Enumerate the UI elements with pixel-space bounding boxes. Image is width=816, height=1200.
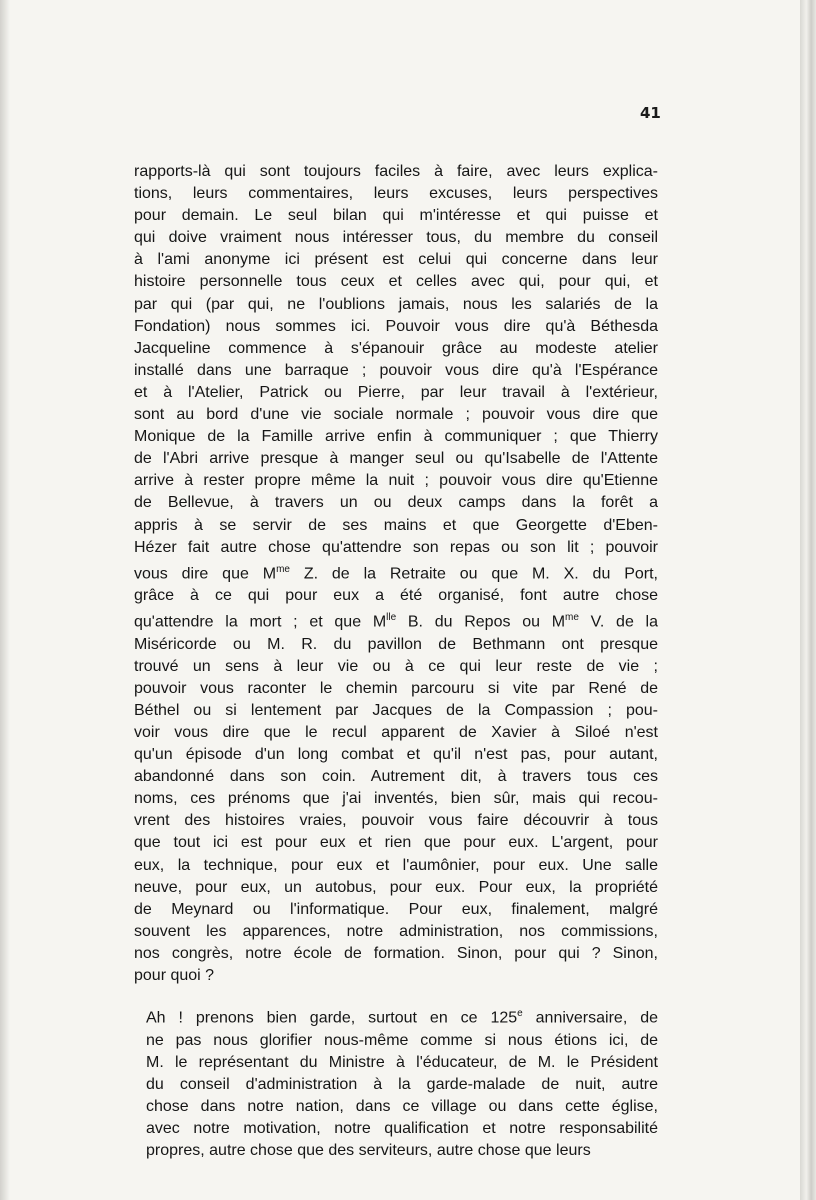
text-line: qu'un épisode d'un long combat et qu'il n'est pas, pour autant, — [134, 746, 658, 764]
text-line: tions, leurs commentaires, leurs excuses, leurs perspectives — [134, 185, 658, 203]
text-line: abandonné dans son coin. Autrement dit, à travers tous ces — [134, 768, 658, 786]
text-line: ne pas nous glorifier nous-même comme si nous étions ici, de — [146, 1031, 658, 1049]
text-line: pour quoi ? — [134, 967, 215, 985]
text-line: chose dans notre nation, dans ce village ou dans cette église, — [146, 1097, 658, 1115]
text-line: et à l'Atelier, Patrick ou Pierre, par leur travail à l'extérieur, — [134, 383, 658, 401]
text-line: Béthel ou si lentement par Jacques de la Compassion ; pou- — [134, 701, 658, 719]
text-line: rapports-là qui sont toujours faciles à faire, avec leurs explica- — [134, 163, 658, 180]
text-line: Jacqueline commence à s'épanouir grâce au modeste atelier — [134, 339, 658, 357]
text-line: souvent les apparences, notre administration, nos commissions, — [134, 922, 658, 940]
text-line: nos congrès, notre école de formation. Sinon, pour qui ? Sinon, — [134, 944, 658, 962]
text-line: pouvoir vous raconter le chemin parcouru si vite par René de — [134, 679, 658, 697]
text-line: qu'attendre la mort ; et que $M^{lle}$ B. du Repos ou $M^{me}$ V. de la — [134, 612, 659, 631]
text-line: avec notre motivation, notre qualification et notre responsabilité — [146, 1119, 658, 1137]
text-line: installé dans une barraque ; pouvoir vous dire qu'à l'Espérance — [134, 361, 658, 379]
text-line: M. le représentant du Ministre à l'éducateur, de M. le Président — [146, 1053, 658, 1071]
text-line: du conseil d'administration à la garde-malade de nuit, autre — [146, 1075, 658, 1093]
body-text — [134, 161, 658, 1162]
text-line: grâce à ce qui pour eux a été organisé, font autre chose — [134, 587, 658, 605]
text-line: à l'ami anonyme ici présent est celui qui concerne dans leur — [134, 251, 658, 269]
paragraph-2 — [134, 1003, 658, 1162]
text-line: Monique de la Famille arrive enfin à communiquer ; que Thierry — [134, 428, 658, 446]
page-gutter-shadow — [0, 0, 10, 1200]
text-line: neuve, pour eux, un autobus, pour eux. Pour eux, la propriété — [134, 878, 658, 896]
text-line: trouvé un sens à leur vie ou à ce qui leur reste de vie ; — [134, 657, 658, 675]
text-line: appris à se servir de ses mains et que Georgette d'Eben- — [134, 516, 658, 534]
text-line: histoire personnelle tous ceux et celles avec qui, pour qui, et — [134, 273, 658, 291]
text-line: arrive à rester propre même la nuit ; pouvoir vous dire qu'Etienne — [134, 472, 658, 490]
text-line: que tout ici est pour eux et rien que pour eux. L'argent, pour — [134, 834, 658, 852]
text-line: eux, la technique, pour eux et l'aumônier, pour eux. Une salle — [134, 856, 658, 874]
text-line: noms, ces prénoms que j'ai inventés, bien sûr, mais qui recou- — [134, 790, 658, 808]
text-line: pour demain. Le seul bilan qui m'intéresse et qui puisse et — [134, 207, 658, 225]
text-line: vrent des histoires vraies, pouvoir vous faire découvrir à tous — [134, 812, 658, 830]
paragraph-1 — [134, 161, 658, 987]
text-line: Ah ! prenons bien garde, surtout en ce 125e anniversaire, de — [146, 1008, 658, 1027]
text-line: sont au bord d'une vie sociale normale ; pouvoir vous dire que — [134, 406, 658, 424]
text-line: Fondation) nous sommes ici. Pouvoir vous dire qu'à Béthesda — [134, 317, 658, 335]
text-line: de l'Abri arrive presque à manger seul ou qu'Isabelle de l'Attente — [134, 450, 658, 468]
text-line: par qui (par qui, ne l'oublions jamais, nous les salariés de la — [134, 295, 658, 313]
text-line: Miséricorde ou M. R. du pavillon de Bethmann ont presque — [134, 635, 658, 653]
text-line: de Meynard ou l'informatique. Pour eux, finalement, malgré — [134, 900, 658, 918]
text-line: vous dire que $M^{me}$ Z. de la Retraite ou que M. X. du Port, — [134, 563, 658, 583]
text-line: voir vous dire que le recul apparent de Xavier à Siloé n'est — [134, 724, 658, 741]
text-line: qui doive vraiment nous intéresser tous, du membre du conseil — [134, 229, 658, 247]
text-line: Hézer fait autre chose qu'attendre son repas ou son lit ; pouvoir — [134, 538, 658, 556]
page-edge-stack — [800, 0, 816, 1200]
text-line: propres, autre chose que des serviteurs, autre chose que leurs — [146, 1142, 591, 1160]
text-line: de Bellevue, à travers un ou deux camps dans la forêt a — [134, 494, 658, 512]
page-number: 41 — [640, 104, 661, 122]
